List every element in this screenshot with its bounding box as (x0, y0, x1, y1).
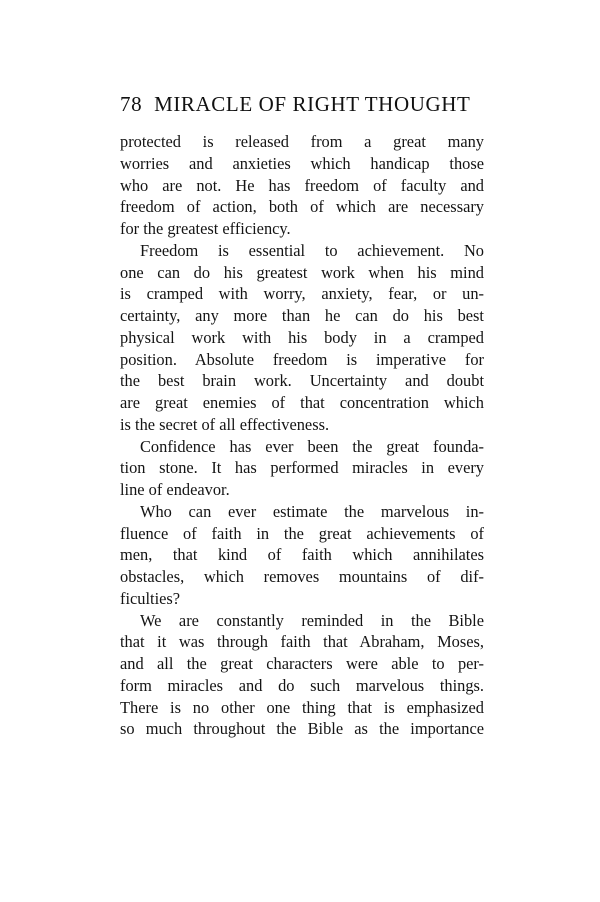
text-line: is the secret of all effectiveness. (120, 414, 330, 434)
text-line: is cramped with worry, anxiety, fear, or un- (120, 284, 484, 304)
page-number: 78 (120, 92, 143, 116)
text-line: and all the great characters were able to per- (120, 654, 484, 673)
body-text (120, 131, 484, 740)
text-line: are great enemies of that concentration which (120, 393, 484, 412)
text-line: tion stone. It has performed miracles in every (120, 458, 484, 478)
text-line: freedom of action, both of which are necessary (120, 197, 484, 217)
text-line: who are not. He has freedom of faculty and (120, 175, 484, 195)
text-line: protected is released from a great many (120, 132, 484, 151)
text-line: physical work with his body in a cramped (120, 327, 484, 347)
text-line: obstacles, which removes mountains of dif- (120, 567, 484, 586)
text-line: position. Absolute freedom is imperative for (120, 349, 484, 369)
text-line: worries and anxieties which handicap those (120, 153, 484, 173)
text-line: There is no other one thing that is emphasized (120, 697, 484, 717)
text-line: Who can ever estimate the marvelous in- (140, 501, 484, 521)
running-head (120, 92, 484, 117)
running-title: MIRACLE OF RIGHT THOUGHT (154, 92, 471, 116)
text-line: ficulties? (120, 588, 181, 608)
text-line: so much throughout the Bible as the importance (120, 719, 484, 739)
text-line: line of endeavor. (120, 480, 230, 499)
text-line: men, that kind of faith which annihilates (120, 545, 484, 565)
text-line: fluence of faith in the great achievements of (120, 523, 484, 543)
text-line: that it was through faith that Abraham, Moses, (120, 632, 484, 652)
text-line: We are constantly reminded in the Bible (140, 610, 484, 630)
text-line: Freedom is essential to achievement. No (140, 240, 484, 260)
text-line: form miracles and do such marvelous things. (120, 675, 484, 695)
text-line: for the greatest efficiency. (120, 219, 291, 238)
text-line: the best brain work. Uncertainty and doubt (120, 371, 484, 391)
text-line: one can do his greatest work when his mind (120, 262, 484, 282)
text-line: certainty, any more than he can do his best (120, 306, 484, 325)
text-line: Confidence has ever been the great founda- (140, 436, 484, 456)
